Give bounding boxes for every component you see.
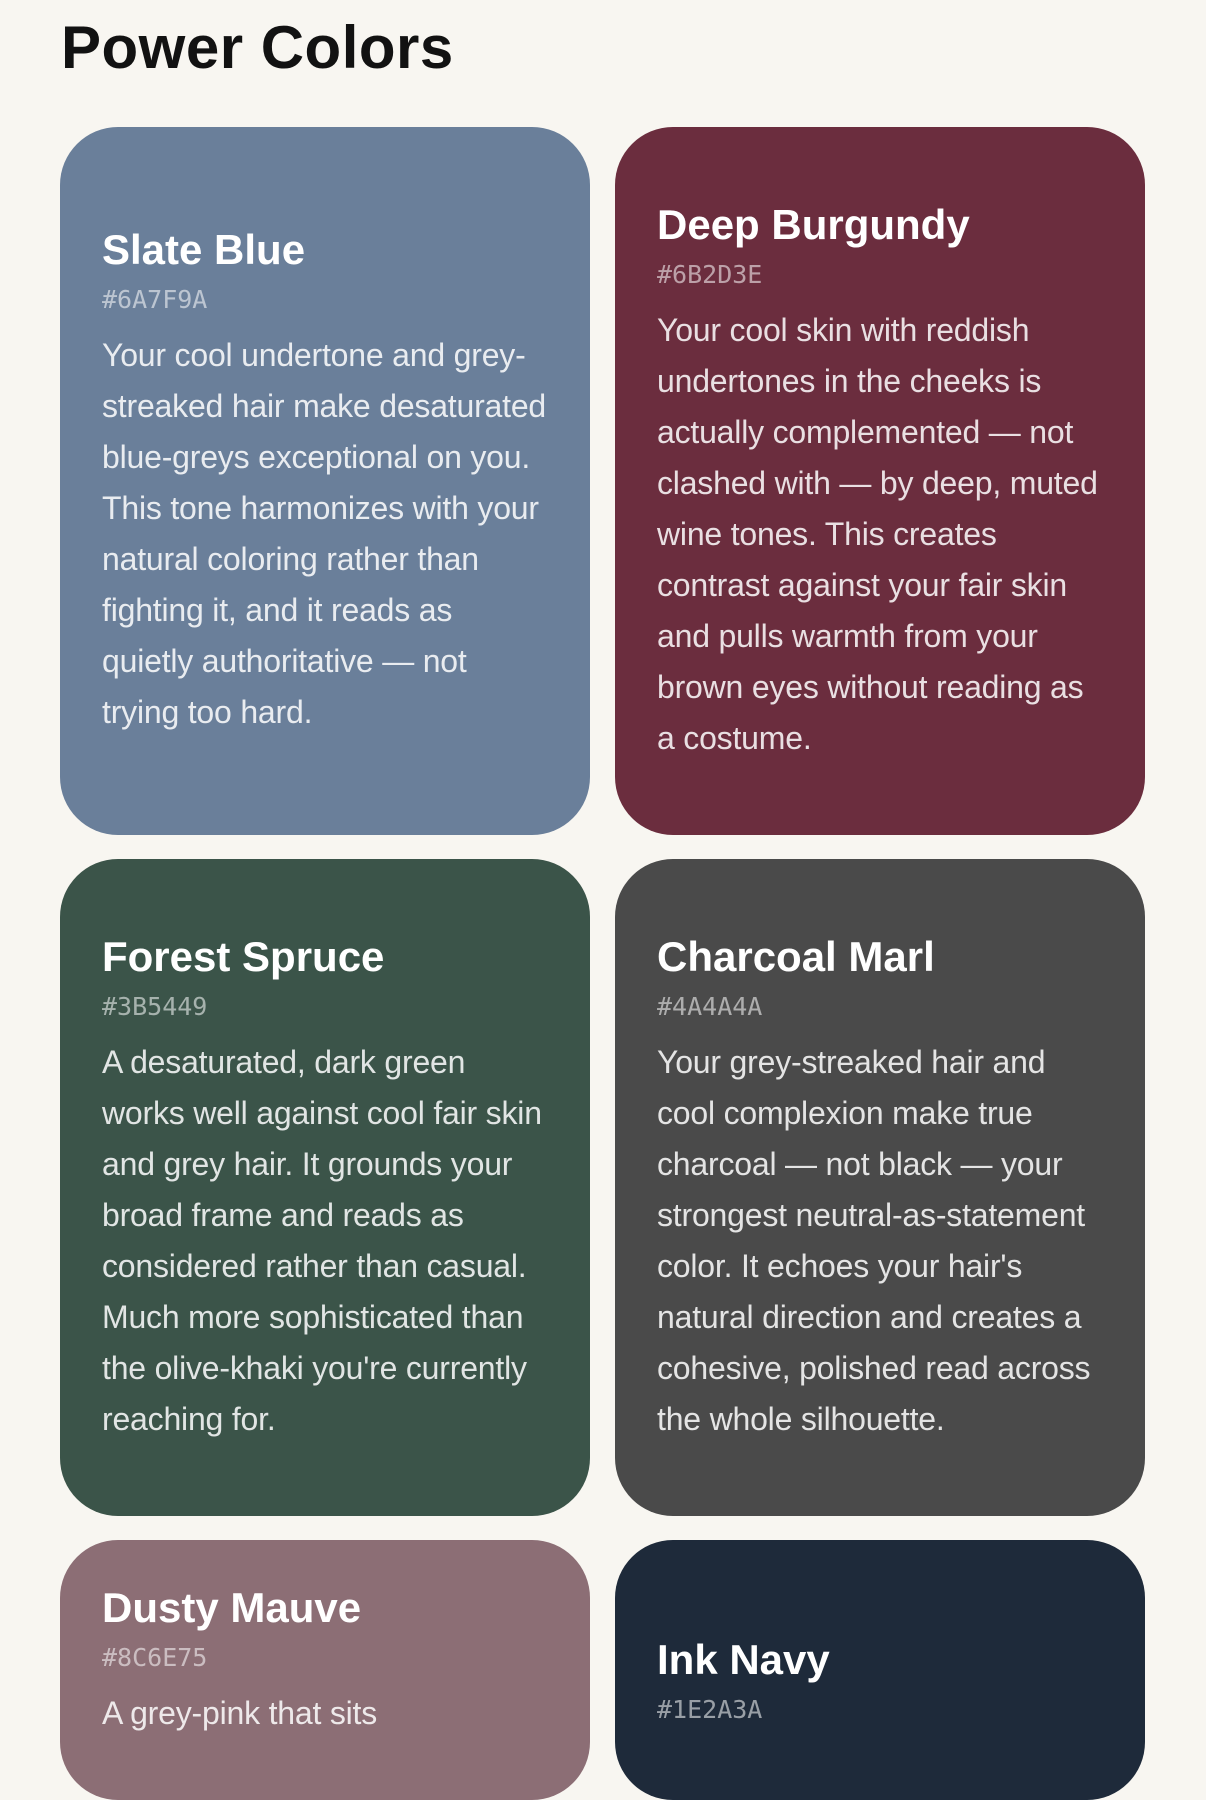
color-name: Slate Blue <box>102 226 306 273</box>
color-description: A desaturated, dark green works well against cool fair skin and grey hair. It grounds your broad frame and reads as considered rather than casual. Much more sophisticated than the olive-khaki you're currently reaching for. <box>102 1043 542 1437</box>
color-hex: #4A4A4A <box>657 991 763 1021</box>
color-card-deep-burgundy[interactable] <box>615 127 1145 835</box>
color-name: Ink Navy <box>657 1636 830 1683</box>
color-hex: #1E2A3A <box>657 1695 763 1724</box>
color-card-dusty-mauve[interactable] <box>60 1540 590 1800</box>
color-hex: #6B2D3E <box>657 259 763 289</box>
color-hex: #3B5449 <box>102 991 208 1021</box>
color-description: Your cool skin with reddish undertones in the cheeks is actually complemented — not clashed with — by deep, muted wine tones. This creates contrast against your fair skin and pulls warmth from your brown eyes without reading as a costume. <box>657 311 1098 756</box>
color-card-slate-blue[interactable] <box>60 127 590 835</box>
color-name: Deep Burgundy <box>657 200 970 248</box>
color-description: A grey-pink that sits <box>102 1695 378 1731</box>
color-name: Dusty Mauve <box>102 1584 362 1631</box>
color-name: Charcoal Marl <box>657 932 935 980</box>
color-card-forest-spruce[interactable] <box>60 859 590 1516</box>
color-card-ink-navy[interactable] <box>615 1540 1145 1800</box>
color-hex: #6A7F9A <box>102 285 208 314</box>
color-description: Your grey-streaked hair and cool complexion make true charcoal — not black — your strongest neutral-as-statement color. It echoes your hair's natural direction and creates a cohesive, polished read across the whole silhouette. <box>657 1043 1091 1437</box>
page-title: Power Colors <box>61 14 454 81</box>
color-card-charcoal-marl[interactable] <box>615 859 1145 1516</box>
color-description: Your cool undertone and grey-streaked hair make desaturated blue-greys exceptional on you. This tone harmonizes with your natural coloring rather than fighting it, and it reads as quietly authoritative — not trying too hard. <box>102 337 547 730</box>
color-name: Forest Spruce <box>102 932 385 980</box>
color-hex: #8C6E75 <box>102 1643 208 1672</box>
